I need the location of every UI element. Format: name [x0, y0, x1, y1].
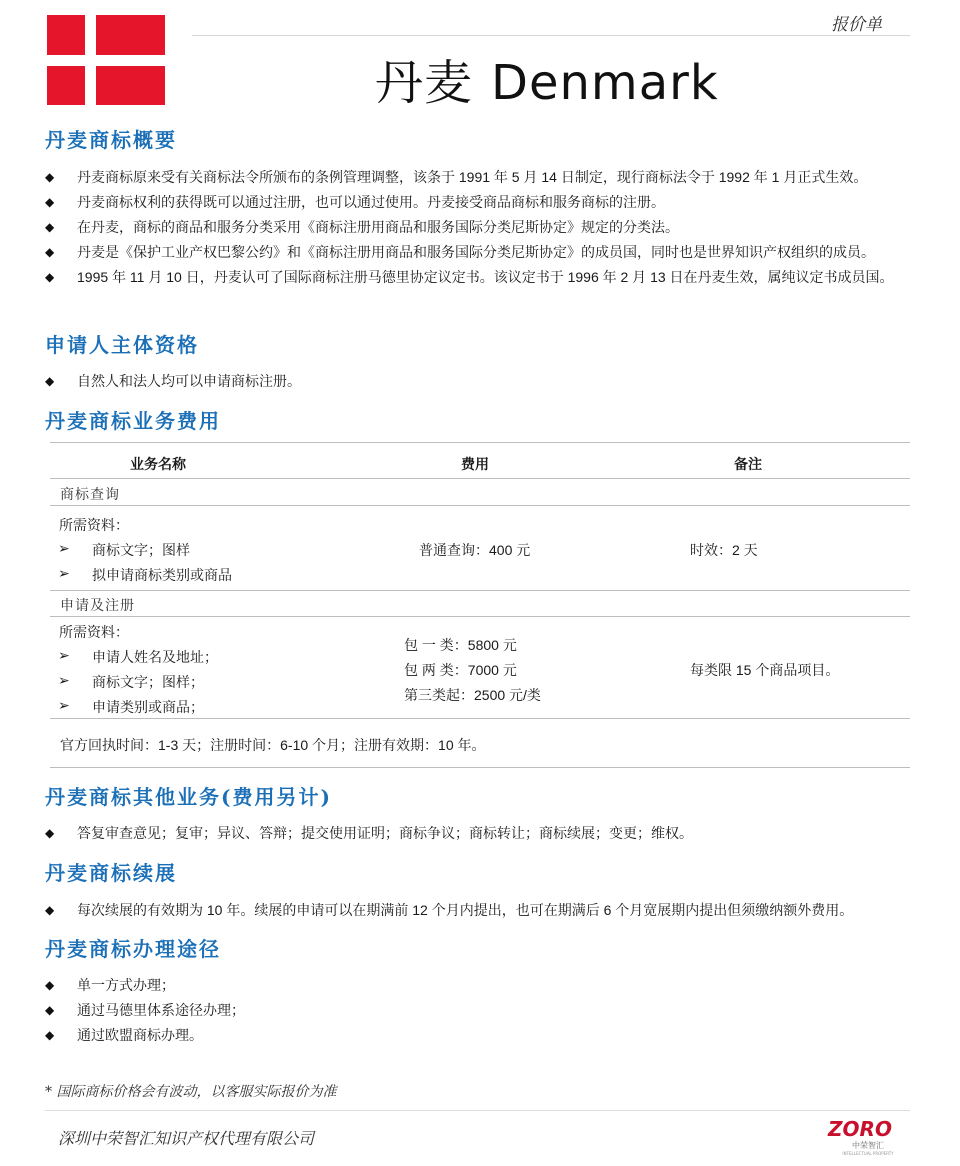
table-rule	[50, 590, 910, 591]
logo-text: ZORO	[828, 1118, 892, 1141]
materials-label: 所需资料：	[59, 624, 129, 640]
eligibility-heading: 申请人主体资格	[45, 333, 199, 357]
table-rule	[50, 767, 910, 768]
list-item: ◆ 答复审查意见；复审；异议、答辩；提交使用证明；商标争议；商标转让；商标续展；变更；维权。	[45, 821, 905, 846]
table-rule	[50, 505, 910, 506]
materials-label: 所需资料：	[59, 517, 129, 533]
company-logo	[810, 1118, 910, 1158]
arrow-bullet-icon: ➢	[58, 647, 70, 663]
group-search: 商标查询	[60, 487, 120, 503]
renewal-list	[45, 898, 905, 923]
other-list	[45, 821, 905, 846]
denmark-flag	[47, 15, 165, 105]
renewal-heading: 丹麦商标续展	[45, 861, 177, 885]
other-heading: 丹麦商标其他业务(费用另计)	[45, 785, 332, 809]
list-item: ◆ 丹麦商标原来受有关商标法令所颁布的条例管理调整，该条于 1991 年 5 月 14 日制定，现行商标法令于 1992 年 1 月正式生效。	[45, 165, 905, 190]
price-note: * 国际商标价格会有波动，以客服实际报价为准	[45, 1084, 337, 1100]
table-rule	[50, 718, 910, 719]
overview-heading: 丹麦商标概要	[45, 128, 177, 152]
registration-fee: 包 一 类：5800 元	[404, 637, 517, 653]
table-row: ➢ 申请人姓名及地址；	[58, 647, 218, 665]
logo-sub: INTELLECTUAL PROPERTY	[842, 1151, 894, 1156]
registration-fee: 包 两 类：7000 元	[404, 662, 517, 678]
table-rule	[50, 478, 910, 479]
footer-divider	[45, 1110, 910, 1111]
table-row: ➢ 商标文字；图样；	[58, 672, 204, 690]
fees-heading: 丹麦商标业务费用	[45, 409, 221, 433]
list-item: ◆ 丹麦商标权利的获得既可以通过注册，也可以通过使用。丹麦接受商品商标和服务商标的注册。	[45, 190, 905, 215]
col-header-fee: 费用	[461, 456, 489, 472]
table-rule	[50, 442, 910, 443]
list-item: ◆ 丹麦是《保护工业产权巴黎公约》和《商标注册用商品和服务国际分类尼斯协定》的成员国，同时也是世界知识产权组织的成员。	[45, 240, 905, 265]
title-cn: 丹麦	[375, 55, 474, 111]
search-remark: 时效：2 天	[690, 542, 758, 558]
table-rule	[50, 616, 910, 617]
registration-fee: 第三类起：2500 元/类	[404, 687, 541, 703]
title-en: Denmark	[491, 55, 719, 111]
registration-remark: 每类限 15 个商品项目。	[690, 662, 840, 678]
list-item: ◆ 每次续展的有效期为 10 年。续展的申请可以在期满前 12 个月内提出，也可在期满后 6 个月宽展期内提出但须缴纳额外费用。	[45, 898, 905, 923]
quote-tag: 报价单	[831, 15, 882, 34]
arrow-bullet-icon: ➢	[58, 565, 70, 581]
eligibility-list	[45, 369, 905, 394]
col-header-remark: 备注	[734, 456, 762, 472]
header-divider	[192, 35, 910, 36]
search-fee: 普通查询：400 元	[419, 542, 531, 558]
table-row: ➢ 申请类别或商品；	[58, 697, 204, 715]
list-item: ◆ 通过马德里体系途径办理；	[45, 998, 905, 1023]
table-row: ➢ 商标文字；图样	[58, 540, 190, 558]
list-item: ◆ 在丹麦，商标的商品和服务分类采用《商标注册用商品和服务国际分类尼斯协定》规定的分类法。	[45, 215, 905, 240]
list-item: ◆ 通过欧盟商标办理。	[45, 1023, 905, 1048]
overview-list	[45, 165, 905, 290]
company-name: 深圳中荣智汇知识产权代理有限公司	[58, 1131, 315, 1148]
list-item: ◆ 1995 年 11 月 10 日，丹麦认可了国际商标注册马德里协定议定书。该议定书于 1996 年 2 月 13 日在丹麦生效，属纯议定书成员国。	[45, 265, 905, 290]
col-header-name: 业务名称	[130, 456, 186, 472]
table-row: ➢ 拟申请商标类别或商品	[58, 565, 232, 583]
logo-cn: 中荣智汇	[852, 1141, 884, 1150]
list-item: ◆ 单一方式办理；	[45, 973, 905, 998]
page-title	[375, 44, 719, 113]
timeline-text: 官方回执时间：1-3 天；注册时间：6-10 个月；注册有效期：10 年。	[60, 737, 486, 753]
routes-heading: 丹麦商标办理途径	[45, 937, 221, 961]
group-registration: 申请及注册	[60, 598, 135, 614]
routes-list	[45, 973, 905, 1048]
arrow-bullet-icon: ➢	[58, 697, 70, 713]
arrow-bullet-icon: ➢	[58, 540, 70, 556]
list-item: ◆ 自然人和法人均可以申请商标注册。	[45, 369, 905, 394]
arrow-bullet-icon: ➢	[58, 672, 70, 688]
